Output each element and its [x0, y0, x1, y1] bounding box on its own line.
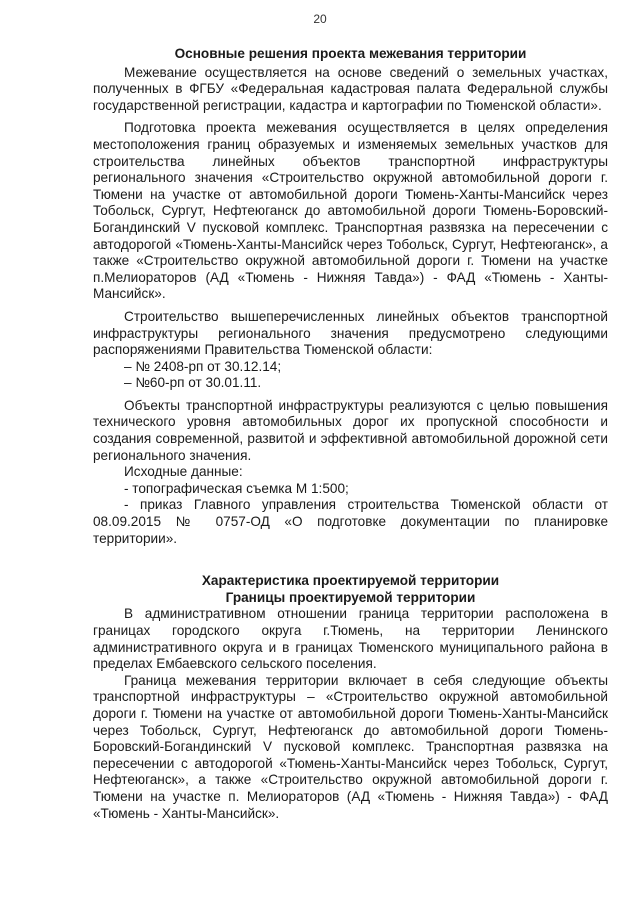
section-title-characteristics: Характеристика проектируемой территории	[201, 573, 500, 589]
page-number: 20	[313, 12, 327, 26]
paragraph-preparation: Подготовка проекта межевания осуществляется в целях определения местоположения границ образуемых и изменяемых земельных участков для строительства линейных объектов транспортной инфраструктуры регионального значения «Строительство окружной автомобильной дороги г. Тюмени на участке от автомобильной дороги Тюмень-Ханты-Мансийск через Тобольск, Сургут, Нефтеюганск до автомобильной дороги Тюмень-Боровский-Богандинский V пусковой комплекс. Транспортная развязка на пересечении с автодорогой «Тюмень-Ханты-Мансийск через Тобольск, Сургут, Нефтеюганск», а также «Строительство окружной автомобильной дороги г. Тюмени на участке п.Мелиораторов (АД «Тюмень - Нижняя Тавда») - ФАД «Тюмень - Ханты-Мансийск».	[93, 120, 608, 302]
source-data-item: - топографическая съемка М 1:500;	[124, 480, 349, 496]
order-item: – №60-рп от 30.01.11.	[124, 375, 262, 391]
paragraph-construction-orders: Строительство вышеперечисленных линейных объектов транспортной инфраструктуры регионального значения предусмотрено следующими распоряжениями Правительства Тюменской области:	[93, 308, 608, 358]
source-data-heading: Исходные данные:	[124, 464, 243, 480]
paragraph-objects: Объекты транспортной инфраструктуры реализуются с целью повышения технического уровня автомобильных дорог их пропускной способности и создания современной, развитой и эффективной автомобильной дорожной сети регионального значения.	[93, 397, 608, 463]
paragraph-boundary-objects: Граница межевания территории включает в себя следующие объекты транспортной инфраструктуры – «Строительство окружной автомобильной дороги г. Тюмени на участке от автомобильной дороги Тюмень-Ханты-Мансийск через Тобольск, Сургут, Нефтеюганск до автомобильной дороги Тюмень-Боровский-Богандинский V пусковой комплекс. Транспортная развязка на пересечении с автодорогой «Тюмень-Ханты-Мансийск через Тобольск, Сургут, Нефтеюганск», а также «Строительство окружной автомобильной дороги г. Тюмени на участке п. Мелиораторов (АД «Тюмень - Нижняя Тавда») - ФАД «Тюмень - Ханты-Мансийск».	[93, 672, 608, 821]
section-subtitle-boundaries: Границы проектируемой территории	[225, 589, 476, 605]
paragraph-surveying-basis: Межевание осуществляется на основе сведений о земельных участках, полученных в ФГБУ «Федеральная кадастровая палата Федеральной службы государственной регистрации, кадастра и картографии по Тюменской области».	[93, 64, 608, 113]
paragraph-administrative: В административном отношении граница территории расположена в границах городского округа г.Тюмень, на территории Ленинского административного округа и в границах Тюменского муниципального района в пределах Ембаевского сельского поселения.	[93, 606, 608, 672]
section-title-decisions: Основные решения проекта межевания территории	[174, 46, 527, 61]
source-data-item: - приказ Главного управления строительства Тюменской области от 08.09.2015 № 0757-ОД «О подготовке документации по планировке территории».	[93, 497, 608, 546]
page-content	[93, 46, 608, 822]
order-item: – № 2408-рп от 30.12.14;	[124, 358, 282, 374]
